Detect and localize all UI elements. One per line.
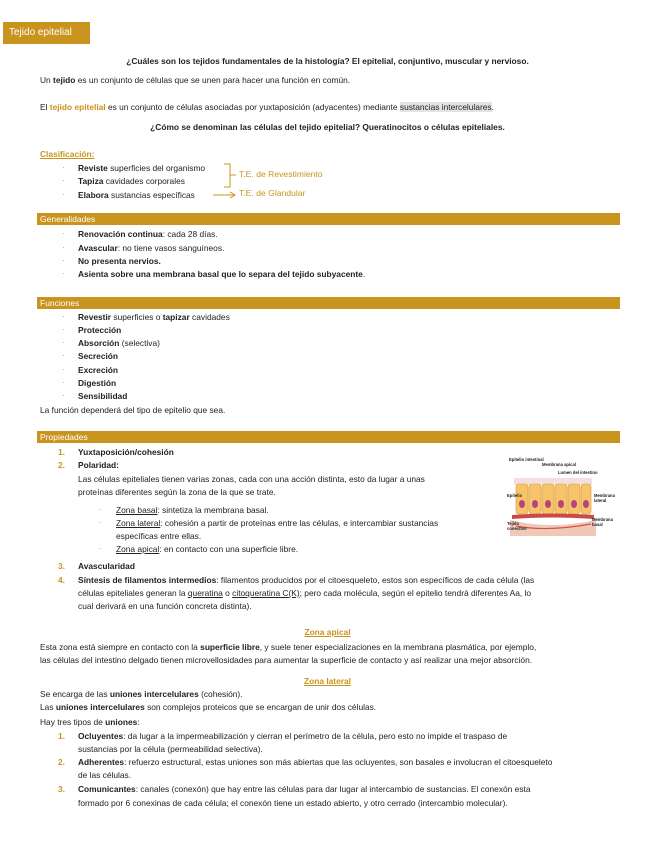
- list-item: Renovación continua: cada 28 días.: [78, 229, 218, 239]
- question-cells: ¿Cómo se denominan las células del tejido epitelial? Queratinocitos o células epiteliales.: [150, 122, 505, 132]
- list-item: Avascular: no tiene vasos sanguíneos.: [78, 243, 225, 253]
- bullet: ·: [62, 256, 65, 265]
- bullet: ·: [62, 176, 65, 185]
- section-header-generalidades: Generalidades: [37, 213, 620, 225]
- paragraph-line: Hay tres tipos de uniones:: [40, 717, 140, 727]
- list-number: 1.: [58, 731, 65, 741]
- list-item: Síntesis de filamentos intermedios: filamentos producidos por el citoesqueleto, estos son específicos de cada célula (las: [78, 575, 535, 585]
- paragraph-line: proteínas diferentes según la zona de la que se trate.: [78, 487, 276, 497]
- epithelial-definition: El tejido epitelial es un conjunto de células asociadas por yuxtaposición (adyacentes) mediante sustancias intercelulares.: [40, 102, 494, 112]
- list-item: Adherentes: refuerzo estructural, estas uniones son más abiertas que las ocluyentes, son basales e involucran el citoesqueleto: [78, 757, 553, 767]
- question-tissues: ¿Cuáles son los tejidos fundamentales de la histología? El epitelial, conjuntivo, muscular y nervioso.: [126, 56, 529, 66]
- epithelium-figure: [506, 458, 618, 540]
- zone-item: específicas entre ellas.: [116, 531, 202, 541]
- bullet: ·: [62, 229, 65, 238]
- paragraph-line: células epiteliales generan la queratina o citoqueratina C(K); pero cada molécula, según el epitelio tendrá diferentes Aa, lo: [78, 588, 532, 598]
- bullet: ·: [62, 365, 65, 374]
- label-epitelio-intestinal: Epitelio intestinal: [509, 457, 544, 462]
- list-item: Excreción: [78, 365, 119, 375]
- list-item: Sensibilidad: [78, 391, 128, 401]
- label-membrana-apical: Membrana apical: [542, 462, 576, 467]
- zone-item: Zona basal: sintetiza la membrana basal.: [116, 505, 269, 515]
- paragraph-line: sustancias por la célula (permeabilidad selectiva).: [78, 744, 263, 754]
- label-tejido-conectivo: Tejido conectivo: [507, 521, 527, 531]
- zona-apical-heading: Zona apical: [304, 627, 351, 637]
- paragraph-line: Esta zona está siempre en contacto con la superficie libre, y suele tener especializaciones en la membrana plasmática, por ejemplo,: [40, 642, 537, 652]
- label-lumen: Lumen del intestino: [558, 470, 598, 475]
- paragraph-line: las células del intestino delgado tienen microvellosidades para aumentar la superficie de contacto y así realizar una mejor absorción.: [40, 655, 533, 665]
- arrow-right-icon: [212, 190, 238, 200]
- paragraph-line: cual derivará en una función concreta distinta).: [78, 601, 252, 611]
- zone-item: Zona lateral: cohesión a partir de proteínas entre las células, e intercambiar sustancias: [116, 518, 439, 528]
- functions-footer: La función dependerá del tipo de epitelio que sea.: [40, 405, 226, 415]
- label-glandular: T.E. de Glandular: [239, 188, 306, 198]
- bullet: ·: [62, 351, 65, 360]
- list-item: Asienta sobre una membrana basal que lo separa del tejido subyacente.: [78, 269, 366, 279]
- list-item: Yuxtaposición/cohesión: [78, 447, 174, 457]
- list-item: Revestir superficies o tapizar cavidades: [78, 312, 230, 322]
- tissue-definition: Un tejido es un conjunto de células que se unen para hacer una función en común.: [40, 75, 351, 85]
- list-number: 3.: [58, 561, 65, 571]
- paragraph-line: Las uniones intercelulares son complejos proteicos que se encargan de unir dos células.: [40, 702, 377, 712]
- paragraph-line: formado por 6 conexinas de cada célula; el conexón tiene un estado abierto, y otro cerrado (intercambio molecular).: [78, 798, 508, 808]
- bullet: ·: [62, 378, 65, 387]
- bullet: ·: [62, 190, 65, 199]
- list-item: Elabora sustancias específicas: [78, 190, 195, 200]
- label-revestimiento: T.E. de Revestimiento: [239, 169, 323, 179]
- list-item: Protección: [78, 325, 122, 335]
- paragraph-line: Se encarga de las uniones intercelulares (cohesión).: [40, 689, 243, 699]
- bullet: ·: [99, 505, 102, 514]
- list-item: Secreción: [78, 351, 119, 361]
- bullet: ·: [99, 518, 102, 527]
- list-number: 2.: [58, 757, 65, 767]
- bullet: ·: [99, 544, 102, 553]
- list-item: Reviste superficies del organismo: [78, 163, 206, 173]
- document-title-tag: Tejido epitelial: [3, 22, 90, 44]
- list-item: Tapiza cavidades corporales: [78, 176, 185, 186]
- list-item: Digestión: [78, 378, 117, 388]
- classification-heading: Clasificación:: [40, 149, 95, 159]
- bullet: ·: [62, 312, 65, 321]
- bullet: ·: [62, 391, 65, 400]
- list-item: Polaridad:: [78, 460, 119, 470]
- paragraph-line: Las células epiteliales tienen varias zonas, cada con una acción distinta, esto da lugar a unas: [78, 474, 425, 484]
- label-membrana-lateral: Membrana lateral: [594, 493, 615, 503]
- bullet: ·: [62, 338, 65, 347]
- bullet: ·: [62, 163, 65, 172]
- paragraph-line: de las células.: [78, 770, 132, 780]
- bullet: ·: [62, 243, 65, 252]
- list-number: 4.: [58, 575, 65, 585]
- label-epitelio: Epitelio: [507, 493, 523, 498]
- zone-item: Zona apical: en contacto con una superficie libre.: [116, 544, 299, 554]
- bracket-icon: [222, 163, 240, 189]
- list-number: 3.: [58, 784, 65, 794]
- section-header-propiedades: Propiedades: [37, 431, 620, 443]
- bullet: ·: [62, 325, 65, 334]
- label-membrana-basal: Membrana basal: [592, 517, 613, 527]
- bullet: ·: [62, 269, 65, 278]
- list-number: 2.: [58, 460, 65, 470]
- list-item: Ocluyentes: da lugar a la impermeabilización y cierran el perímetro de la célula, pero esto no impide el traspaso de: [78, 731, 508, 741]
- list-item: Comunicantes: canales (conexón) que hay entre las células para dar lugar al intercambio de sustancias. El conexón esta: [78, 784, 531, 794]
- list-item: Avascularidad: [78, 561, 135, 571]
- list-number: 1.: [58, 447, 65, 457]
- list-item: No presenta nervios.: [78, 256, 161, 266]
- list-item: Absorción (selectiva): [78, 338, 160, 348]
- zona-lateral-heading: Zona lateral: [303, 676, 351, 686]
- section-header-funciones: Funciones: [37, 297, 620, 309]
